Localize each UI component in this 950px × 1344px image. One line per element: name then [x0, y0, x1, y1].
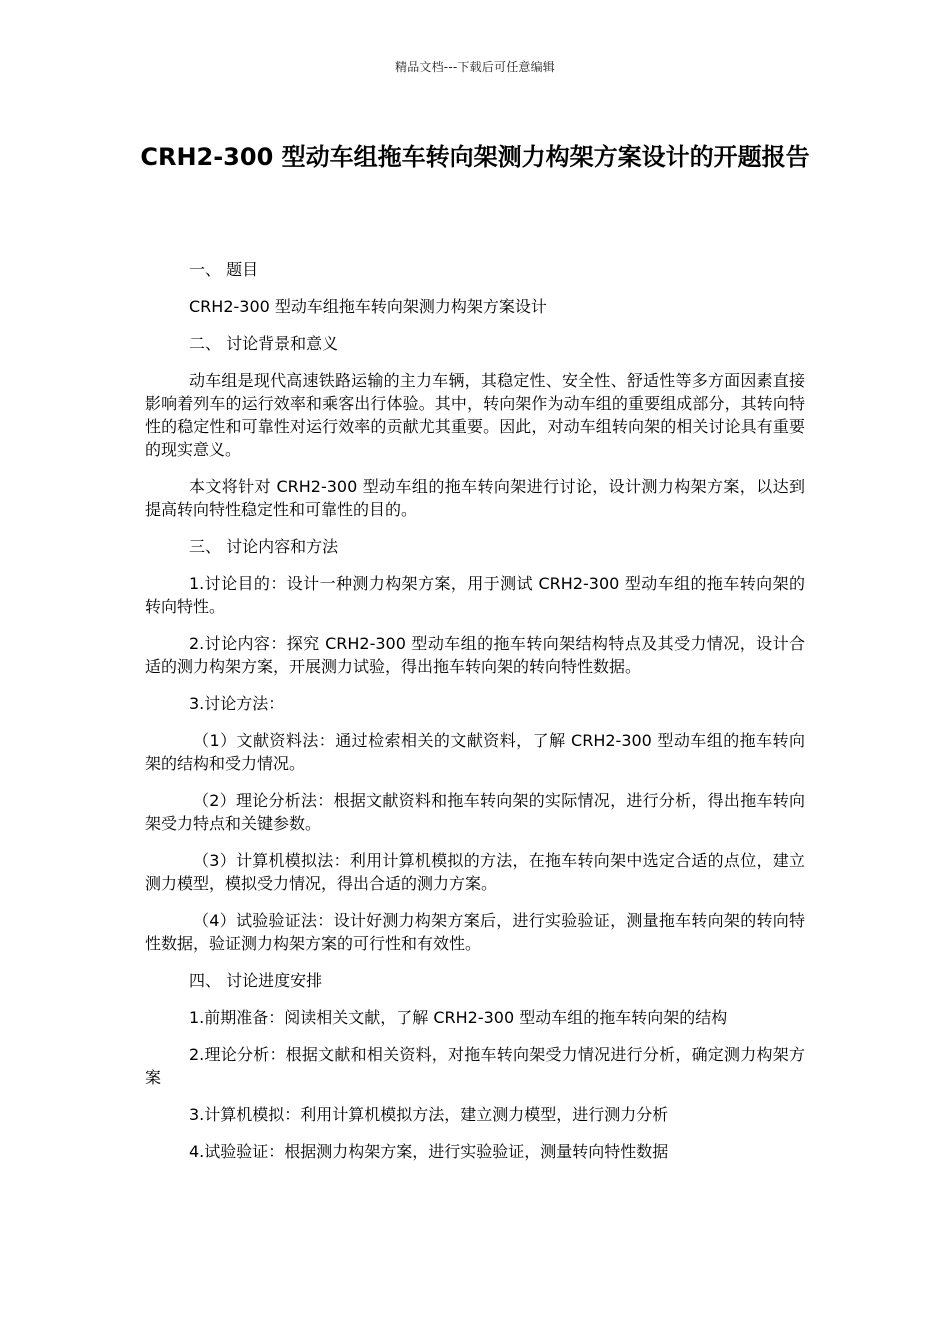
content-purpose: 1.讨论目的：设计一种测力构架方案，用于测试 CRH2-300 型动车组的拖车转向架的转向特性。 [145, 574, 805, 616]
section-heading-content-method: 三、 讨论内容和方法 [189, 537, 339, 556]
section-heading-topic: 一、 题目 [189, 260, 259, 279]
content-scope: 2.讨论内容：探究 CRH2-300 型动车组的拖车转向架结构特点及其受力情况，设计合适的测力构架方案，开展测力试验，得出拖车转向架的转向特性数据。 [145, 634, 805, 676]
method-simulation: （3）计算机模拟法：利用计算机模拟的方法，在拖车转向架中选定合适的点位，建立测力模型，模拟受力情况，得出合适的测力方案。 [145, 851, 805, 893]
topic-text: CRH2-300 型动车组拖车转向架测力构架方案设计 [189, 297, 547, 316]
method-literature: （1）文献资料法：通过检索相关的文献资料，了解 CRH2-300 型动车组的拖车转向架的结构和受力情况。 [145, 731, 805, 773]
header-note: 精品文档---下载后可任意编辑 [395, 60, 555, 74]
background-paragraph-2: 本文将针对 CRH2-300 型动车组的拖车转向架进行讨论，设计测力构架方案，以达到提高转向特性稳定性和可靠性的目的。 [145, 477, 805, 519]
schedule-step-3: 3.计算机模拟：利用计算机模拟方法，建立测力模型，进行测力分析 [189, 1105, 669, 1124]
background-paragraph-1: 动车组是现代高速铁路运输的主力车辆，其稳定性、安全性、舒适性等多方面因素直接影响着列车的运行效率和乘客出行体验。其中，转向架作为动车组的重要组成部分，其转向特性的稳定性和可靠性对运行效率的贡献尤其重要。因此，对动车组转向架的相关讨论具有重要的现实意义。 [145, 371, 805, 459]
method-experiment: （4）试验验证法：设计好测力构架方案后，进行实验验证，测量拖车转向架的转向特性数据，验证测力构架方案的可行性和有效性。 [145, 911, 805, 953]
document-title: CRH2-300 型动车组拖车转向架测力构架方案设计的开题报告 [140, 143, 810, 171]
method-theory: （2）理论分析法：根据文献资料和拖车转向架的实际情况，进行分析，得出拖车转向架受力特点和关键参数。 [145, 791, 805, 833]
content-methods-heading: 3.讨论方法： [189, 694, 285, 713]
section-heading-background: 二、 讨论背景和意义 [189, 334, 339, 353]
section-heading-schedule: 四、 讨论进度安排 [189, 971, 323, 990]
document-body [145, 258, 805, 1177]
schedule-step-2: 2.理论分析：根据文献和相关资料，对拖车转向架受力情况进行分析，确定测力构架方案 [145, 1045, 805, 1087]
schedule-step-4: 4.试验验证：根据测力构架方案，进行实验验证，测量转向特性数据 [189, 1142, 669, 1161]
schedule-step-1: 1.前期准备：阅读相关文献，了解 CRH2-300 型动车组的拖车转向架的结构 [189, 1008, 728, 1027]
